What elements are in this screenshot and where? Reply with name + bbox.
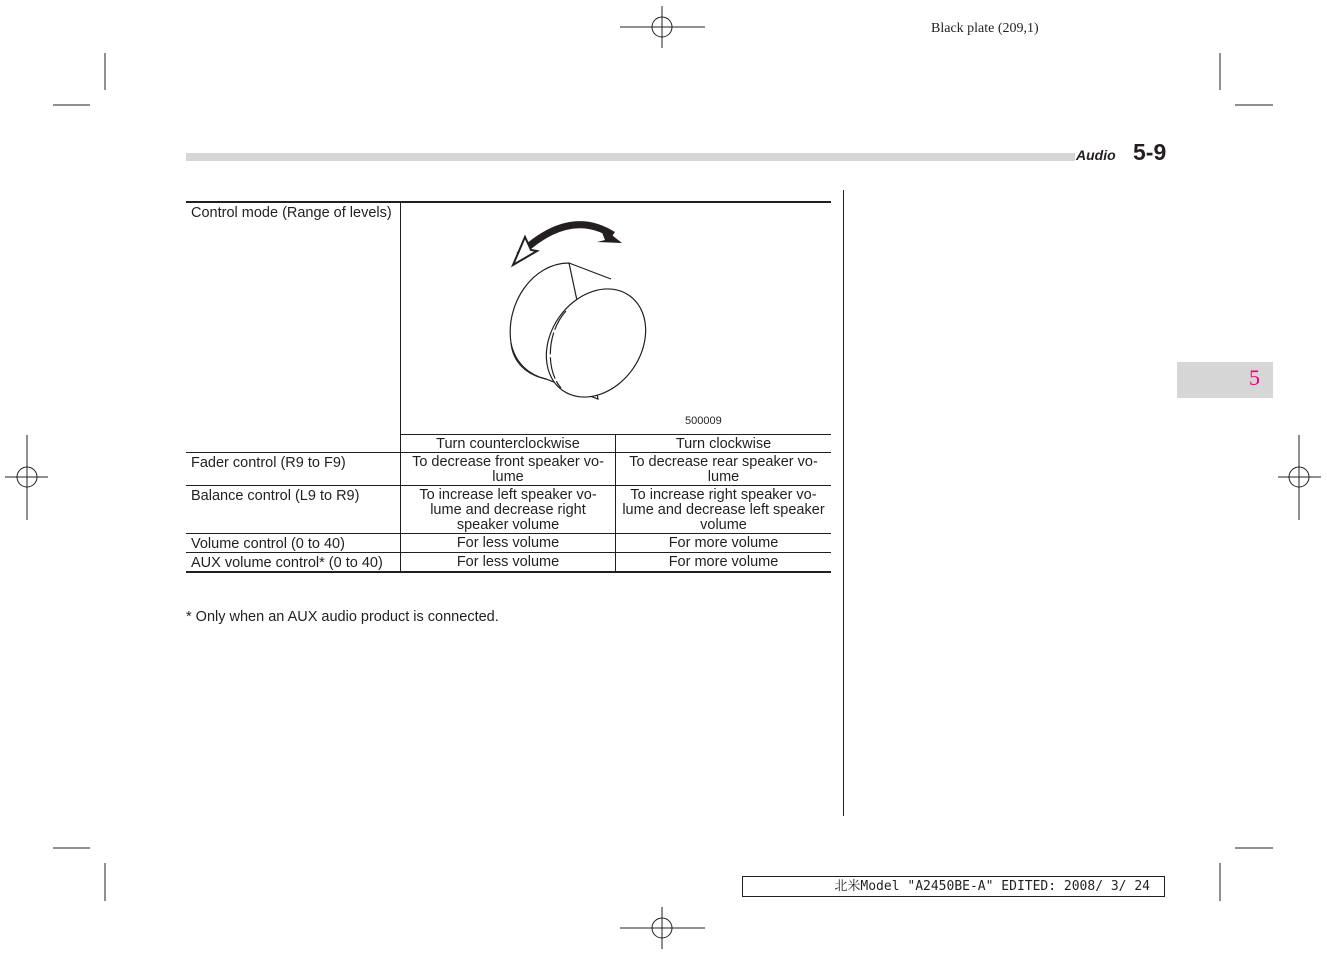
knob-icon [510,263,666,416]
cell-line: lume [492,469,524,485]
cell-line: lume and decrease right [430,502,586,518]
ccw-cell [401,553,616,573]
footnote: * Only when an AUX audio product is connected. [186,609,499,625]
section-title: Audio [1076,147,1116,163]
mode-cell: AUX volume control* (0 to 40) [186,553,401,573]
ccw-cell [401,486,616,534]
cw-cell [616,553,832,573]
page-number: 5-9 [1133,139,1167,165]
rotation-arrow-icon [513,225,622,265]
cell-line: lume [707,469,740,485]
column-divider [843,190,844,816]
cell-line: For less volume [456,554,560,570]
figure-cell [401,202,832,435]
audio-control-table [186,201,831,573]
cw-cell [616,486,832,534]
table-header-row [186,202,831,435]
cw-cell [616,453,832,486]
cell-line: lume and decrease left speaker [622,502,825,518]
registration-mark-icon [5,435,48,520]
ccw-cell [401,534,616,553]
cell-line: volume [700,517,747,533]
mode-cell: Fader control (R9 to F9) [186,453,401,486]
table-row [186,553,831,573]
cw-cell [616,534,832,553]
cell-line: For less volume [456,535,560,551]
chapter-tab-number: 5 [1249,365,1260,390]
cell-line: For more volume [668,535,779,551]
table-row [186,453,831,486]
plate-info: Black plate (209,1) [931,21,1039,36]
mode-cell: Balance control (L9 to R9) [186,486,401,534]
header-rule [186,153,1075,161]
registration-mark-icon [620,907,705,949]
cell-line: To decrease front speaker vo- [412,454,604,470]
direction-cw: Turn clockwise [616,435,832,453]
figure-id: 500009 [685,415,722,427]
ccw-cell [401,453,616,486]
cell-line: To increase right speaker vo- [630,487,817,503]
cell-line: To decrease rear speaker vo- [629,454,818,470]
mode-cell: Volume control (0 to 40) [186,534,401,553]
cell-line: speaker volume [456,517,560,533]
registration-mark-icon [1278,435,1321,520]
edit-stamp: 北米Model "A2450BE-A" EDITED: 2008/ 3/ 24 [742,876,1165,897]
direction-ccw: Turn counterclockwise [401,435,616,453]
control-mode-header: Control mode (Range of levels) [186,202,401,453]
table-row [186,534,831,553]
cell-line: For more volume [668,554,779,570]
knob-illustration [401,203,831,434]
cell-line: To increase left speaker vo- [419,487,597,503]
table-row [186,486,831,534]
registration-mark-icon [620,6,705,48]
